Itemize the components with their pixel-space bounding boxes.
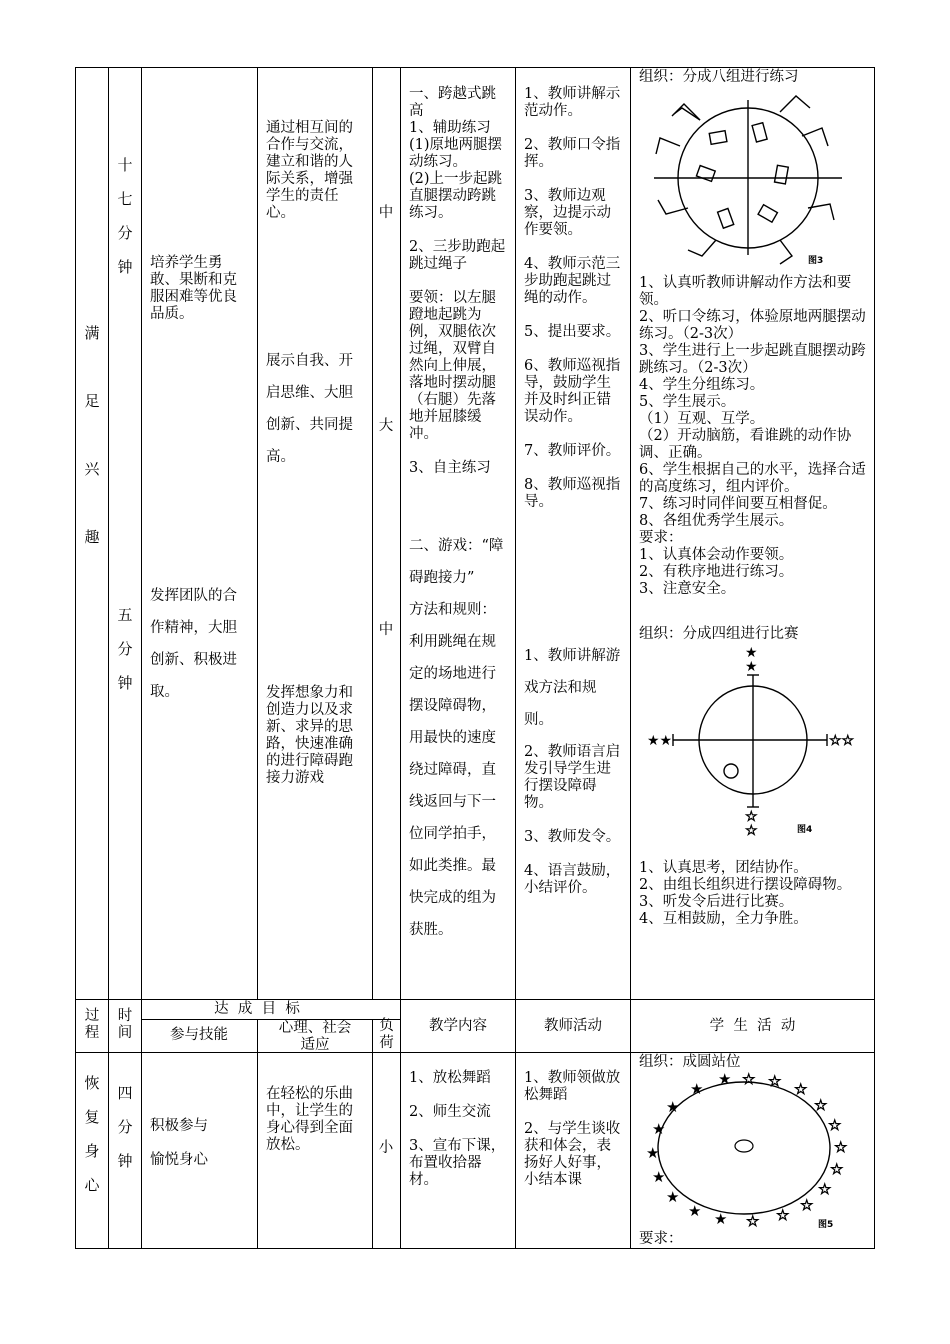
header-student: 学 生 活 动 <box>709 1018 796 1034</box>
svg-text:☆: ☆ <box>794 1080 808 1098</box>
svg-text:☆: ☆ <box>745 823 758 839</box>
col-line <box>372 1019 373 1249</box>
organization-2: 组织：分成四组进行比赛 <box>639 626 799 642</box>
recovery-load: 小 <box>378 1140 394 1156</box>
svg-text:☆: ☆ <box>800 1196 814 1214</box>
svg-text:☆: ☆ <box>828 1116 842 1134</box>
row-divider-header-bottom <box>75 1052 875 1053</box>
skill-goal-1: 培养学生勇敢、果断和克服困难等优良品质。 <box>150 255 237 322</box>
svg-text:★: ★ <box>652 1120 666 1138</box>
student-activity-2: 1、认真思考，团结协作。 2、由组长组织进行摆设障碍物。 3、听发令后进行比赛。 4、互相鼓励，全力争胜。 <box>639 860 852 927</box>
time-label-5min: 五 分 钟 <box>117 606 133 692</box>
header-time: 时 间 <box>117 1008 133 1041</box>
svg-text:★: ★ <box>652 1168 666 1186</box>
recovery-organization: 组织：成圆站位 <box>639 1054 741 1070</box>
svg-text:★: ★ <box>666 1098 680 1116</box>
load-level-2: 大 <box>378 418 394 434</box>
teacher-activity-1: 1、教师讲解示范动作。 2、教师口令指挥。 3、教师边观察，边提示动作要领。 4、教师示范三步助跑起跳过绳的动作。 5、提出要求。 6、教师巡视指导，鼓励学生并及时纠正错误动作。 7、教师评价。 8、教师巡视指导。 <box>524 86 621 510</box>
load-level-3: 中 <box>378 622 394 638</box>
col-line <box>874 67 875 1249</box>
figure-3-diagram <box>652 90 862 270</box>
stage-label: 满 足 兴 趣 <box>84 324 100 546</box>
col-line <box>257 67 258 1000</box>
time-label-17min: 十 七 分 钟 <box>117 156 133 276</box>
load-level-1: 中 <box>378 205 394 221</box>
header-skill: 参与技能 <box>170 1027 228 1043</box>
student-activity-1: 1、认真听教师讲解动作方法和要领。 2、听口令练习，体验原地两腿摆动练习。（2-3次） 3、学生进行上一步起跳直腿摆动跨跳练习。（2-3次） 4、学生分组练习。 5、学生展示。 （1）互观、互学。 （2）开动脑筋，看谁跳的动作协调、正确。 6、学生根据自己的水平，选择合适的高度练习，组内评价。 7、练习时同伴间要互相督促。 8、各组优秀学生展示。 要求： 1、认真体会动作要领。 2、有秩序地进行练习。 3、注意安全。 <box>639 275 866 597</box>
svg-text:★: ★ <box>714 1210 728 1228</box>
recovery-teacher: 1、教师领做放松舞蹈 2、与学生谈收获和体会，表扬好人好事，小结本课 <box>524 1070 621 1188</box>
svg-text:★: ★ <box>690 1080 704 1098</box>
svg-text:★: ★ <box>688 1202 702 1220</box>
svg-text:★: ★ <box>745 645 758 661</box>
svg-text:☆: ☆ <box>746 1212 760 1230</box>
content-relay-game: 二、游戏：“障碍跑接力” 方法和规则：利用跳绳在规定的场地进行摆设障碍物，用最快的速度绕过障碍，直线返回与下一位同学拍手，如此类推。最快完成的组为获胜。 <box>409 538 504 938</box>
figure-4-caption: 图4 <box>797 825 813 835</box>
psych-goal-3: 发挥想象力和创造力以及求新、求异的思路，快速准确的进行障碍跑接力游戏 <box>266 685 353 786</box>
header-psych: 心理、社会 适应 <box>278 1020 352 1053</box>
header-teacher: 教师活动 <box>544 1018 602 1034</box>
table-border-bottom <box>75 1248 875 1249</box>
svg-text:★: ★ <box>666 1188 680 1206</box>
recovery-skill: 积极参与 愉悦身心 <box>150 1118 208 1168</box>
svg-text:☆: ☆ <box>745 809 758 825</box>
svg-text:★: ★ <box>718 1070 732 1088</box>
table-border-top <box>75 67 875 68</box>
header-load: 负 荷 <box>379 1018 394 1051</box>
teacher-activity-3: 2、教师语言启发引导学生进行摆设障碍物。 3、教师发令。 4、语言鼓励，小结评价。 <box>524 744 621 896</box>
figure-4-diagram <box>645 645 865 840</box>
figure-5-diagram <box>638 1070 870 1230</box>
header-goals: 达 成 目 标 <box>214 1001 300 1017</box>
svg-text:☆: ☆ <box>814 1096 828 1114</box>
skill-goal-2: 发挥团队的合作精神，大胆创新、积极进取。 <box>150 588 237 700</box>
svg-text:★: ★ <box>646 1144 660 1162</box>
recovery-stage-label: 恢 复 身 心 <box>84 1074 100 1194</box>
figure-3-caption: 图3 <box>808 256 824 266</box>
teacher-activity-2: 1、教师讲解游戏方法和规则。 <box>524 648 621 728</box>
col-line <box>630 67 631 1249</box>
content-high-jump: 一、跨越式跳高 1、辅助练习 (1)原地两腿摆动练习。 (2)上一步起跳直腿摆动跨跳练习。 2、三步助跑起跳过绳子 要领：以左腿蹬地起跳为例，双腿依次过绳，双臂自然向上伸展，落地时摆动腿（右腿）先落地并屈膝缓冲。 3、自主练习 <box>409 86 506 476</box>
col-line <box>515 67 516 1249</box>
svg-text:☆☆: ☆☆ <box>829 733 855 749</box>
svg-text:☆: ☆ <box>768 1072 782 1090</box>
recovery-content: 1、放松舞蹈 2、师生交流 3、宣布下课，布置收拾器材。 <box>409 1070 506 1188</box>
recovery-time-label: 四 分 钟 <box>117 1084 133 1170</box>
svg-text:☆: ☆ <box>834 1138 848 1156</box>
col-line <box>372 67 373 1000</box>
psych-goal-2: 展示自我、开启思维、大胆创新、共同提高。 <box>266 353 353 465</box>
psych-goal-1: 通过相互间的合作与交流，建立和谐的人际关系，增强学生的责任心。 <box>266 120 353 221</box>
header-process: 过 程 <box>84 1008 100 1041</box>
svg-text:★: ★ <box>745 659 758 675</box>
recovery-psych: 在轻松的乐曲中，让学生的身心得到全面放松。 <box>266 1086 353 1153</box>
col-line <box>108 67 109 1249</box>
col-line <box>400 67 401 1249</box>
figure-5-caption: 图5 <box>818 1220 834 1230</box>
organization-1: 组织：分成八组进行练习 <box>639 69 799 85</box>
row-divider-header-top <box>75 999 875 1000</box>
col-line <box>141 67 142 1249</box>
col-line <box>75 67 76 1249</box>
svg-text:☆: ☆ <box>818 1180 832 1198</box>
svg-text:☆: ☆ <box>776 1206 790 1224</box>
header-content: 教学内容 <box>429 1018 487 1034</box>
svg-text:☆: ☆ <box>742 1070 756 1088</box>
svg-text:☆: ☆ <box>830 1160 844 1178</box>
recovery-requirement: 要求： <box>639 1231 683 1247</box>
svg-text:★★: ★★ <box>647 733 673 749</box>
